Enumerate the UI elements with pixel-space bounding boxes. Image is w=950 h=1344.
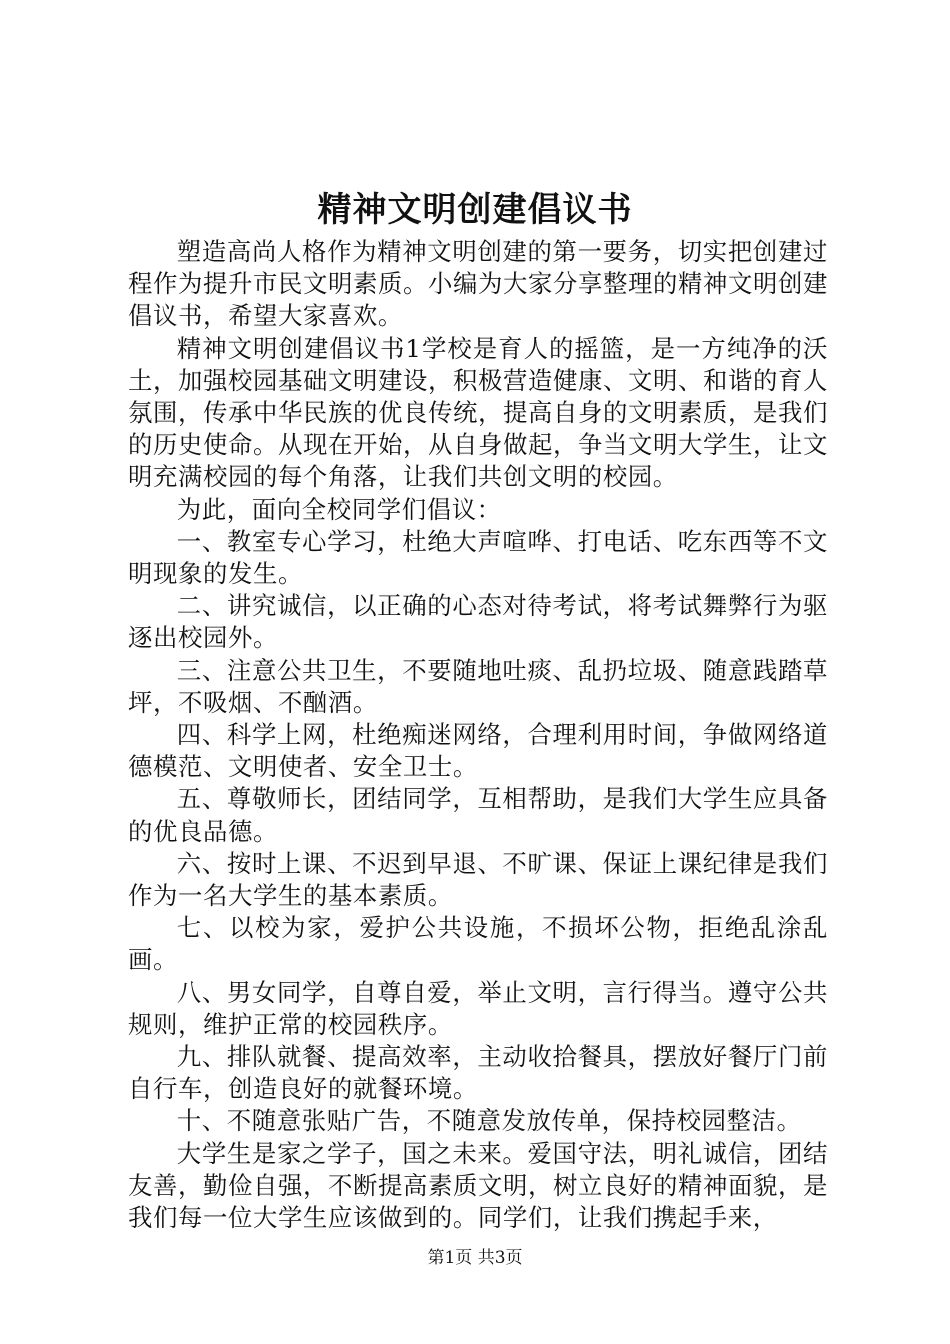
page-number-label: 第1页 共3页 bbox=[427, 1248, 523, 1268]
paragraph-item-1: 一、教室专心学习，杜绝大声喧哗、打电话、吃东西等不文明现象的发生。 bbox=[128, 526, 828, 589]
paragraph-closing: 大学生是家之学子，国之未来。爱国守法，明礼诚信，团结友善，勤俭自强，不断提高素质文明，树立良好的精神面貌，是我们每一位大学生应该做到的。同学们，让我们携起手来， bbox=[128, 1138, 828, 1233]
paragraph-item-10: 十、不随意张贴广告，不随意发放传单，保持校园整洁。 bbox=[176, 1106, 802, 1136]
paragraph-item-8: 八、男女同学，自尊自爱，举止文明，言行得当。遵守公共规则，维护正常的校园秩序。 bbox=[128, 977, 828, 1039]
paragraph-proposal-1: 精神文明创建倡议书1学校是育人的摇篮，是一方纯净的沃土，加强校园基础文明建设，积极营造健康、文明、和谐的育人氛围，传承中华民族的优良传统，提高自身的文明素质，是我们的历史使命。从现在开始，从自身做起，争当文明大学生，让文明充满校园的每个角落，让我们共创文明的校园。 bbox=[128, 333, 828, 492]
paragraph-item-9: 九、排队就餐、提高效率，主动收拾餐具，摆放好餐厅门前自行车，创造良好的就餐环境。 bbox=[128, 1042, 828, 1104]
paragraph-item-3: 三、注意公共卫生，不要随地吐痰、乱扔垃圾、随意践踏草坪，不吸烟、不酗酒。 bbox=[128, 655, 828, 717]
document-body bbox=[128, 236, 828, 1234]
paragraph-item-6: 六、按时上课、不迟到早退、不旷课、保证上课纪律是我们作为一名大学生的基本素质。 bbox=[128, 848, 828, 911]
paragraph-item-7: 七、以校为家，爱护公共设施，不损坏公物，拒绝乱涂乱画。 bbox=[128, 913, 828, 975]
paragraph-item-5: 五、尊敬师长，团结同学，互相帮助，是我们大学生应具备的优良品德。 bbox=[128, 784, 828, 846]
paragraph-item-4: 四、科学上网，杜绝痴迷网络，合理利用时间，争做网络道德模范、文明使者、安全卫士。 bbox=[128, 720, 828, 782]
paragraph-item-2: 二、讲究诚信，以正确的心态对待考试，将考试舞弊行为驱逐出校园外。 bbox=[128, 591, 828, 653]
document-title: 精神文明创建倡议书 bbox=[317, 190, 633, 230]
paragraph-call: 为此，面向全校同学们倡议： bbox=[176, 494, 502, 524]
page-footer bbox=[0, 1246, 950, 1270]
paragraph-intro: 塑造高尚人格作为精神文明创建的第一要务，切实把创建过程作为提升市民文明素质。小编为大家分享整理的精神文明创建倡议书，希望大家喜欢。 bbox=[128, 237, 828, 331]
